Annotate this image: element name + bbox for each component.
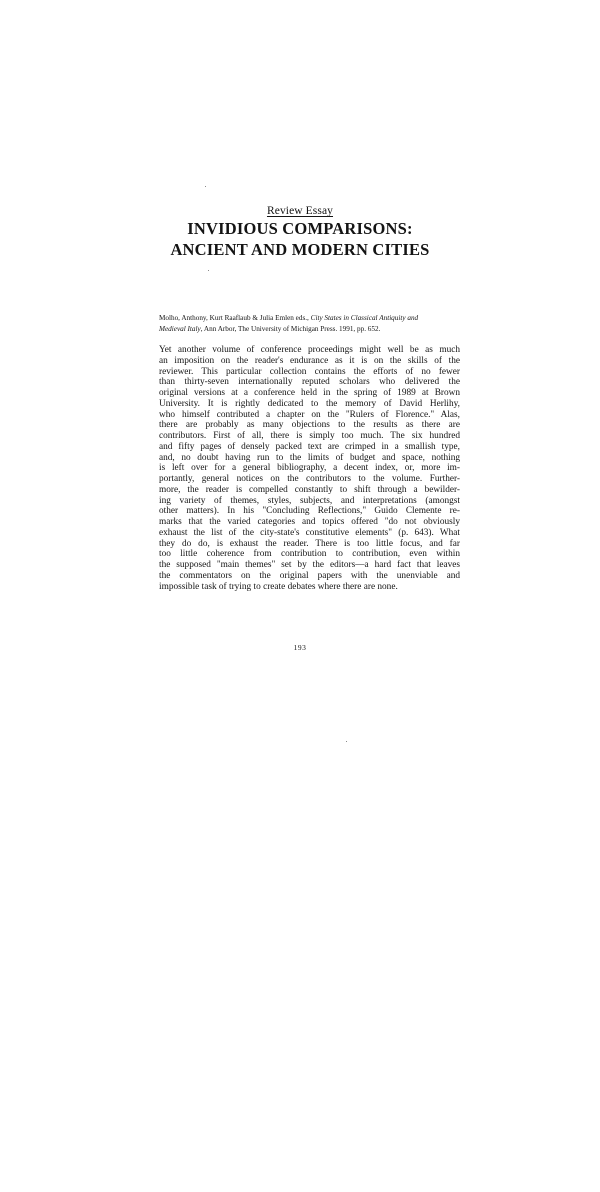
body-line: is left over for a general bibliography, a decent index, or, more im- xyxy=(159,463,460,474)
scan-speck xyxy=(346,741,347,742)
body-line: University. It is rightly dedicated to the memory of David Herlihy, xyxy=(159,398,460,409)
body-line: contributors. First of all, there is simply too much. The six hundred xyxy=(159,431,460,441)
body-line: an imposition on the reader's endurance as it is on the skills of the xyxy=(159,355,460,366)
body-line: original versions at a conference held in the spring of 1989 at Brown xyxy=(159,388,460,398)
page-number: 193 xyxy=(293,643,307,652)
kicker-text: Review Essay xyxy=(266,205,334,217)
body-line: exhaust the list of the city-state's constitutive elements" (p. 643). What xyxy=(159,527,460,538)
section-kicker xyxy=(0,205,600,217)
body-line: and, no doubt having run to the limits of budget and space, nothing xyxy=(159,452,460,463)
body-line: Yet another volume of conference proceedings might well be as much xyxy=(159,345,460,355)
scan-speck xyxy=(208,270,209,271)
body-line: than thirty-seven internationally reputed scholars who delivered the xyxy=(159,377,460,388)
citation-line-1 xyxy=(159,313,459,324)
body-line: there are probably as many objections to the results as there are xyxy=(159,420,460,431)
citation-line-2 xyxy=(159,324,459,335)
body-line: other matters). In his "Concluding Reflections," Guido Clemente re- xyxy=(159,506,460,517)
citation-book-title: City States in Classical Antiquity and xyxy=(310,314,419,322)
citation-book-title-cont: Medieval Italy xyxy=(159,325,201,333)
citation-authors: Molho, Anthony, Kurt Raaflaub & Julia Emlen eds., xyxy=(159,314,311,322)
citation-publication: , Ann Arbor, The University of Michigan Press. 1991, pp. 652. xyxy=(200,325,381,333)
article-title-line-2: ANCIENT AND MODERN CITIES xyxy=(170,240,430,259)
body-line: more, the reader is compelled constantly to shift through a bewilder- xyxy=(159,484,460,495)
scan-speck xyxy=(205,186,206,187)
body-line: they do do, is exhaust the reader. There is too little focus, and far xyxy=(159,538,460,549)
body-line: ing variety of themes, styles, subjects, and interpretations (amongst xyxy=(159,495,460,506)
article-title-line-1: INVIDIOUS COMPARISONS: xyxy=(187,219,413,238)
body-line: reviewer. This particular collection contains the efforts of no fewer xyxy=(159,366,460,377)
body-line: who himself contributed a chapter on the "Rulers of Florence." Alas, xyxy=(159,409,460,420)
body-line: marks that the varied categories and topics offered "do not obviously xyxy=(159,517,460,527)
body-line: the commentators on the original papers with the unenviable and xyxy=(159,570,460,581)
review-body-paragraph xyxy=(159,345,460,592)
book-citation xyxy=(159,313,459,335)
body-line: too little coherence from contribution to contribution, even within xyxy=(159,549,460,560)
body-line: the supposed "main themes" set by the editors—a hard fact that leaves xyxy=(159,560,460,570)
body-line: impossible task of trying to create debates where there are none. xyxy=(159,581,398,592)
body-line: and fifty pages of densely packed text are crimped in a smallish type, xyxy=(159,441,460,452)
body-line: portantly, general notices on the contributors to the volume. Further- xyxy=(159,474,460,484)
